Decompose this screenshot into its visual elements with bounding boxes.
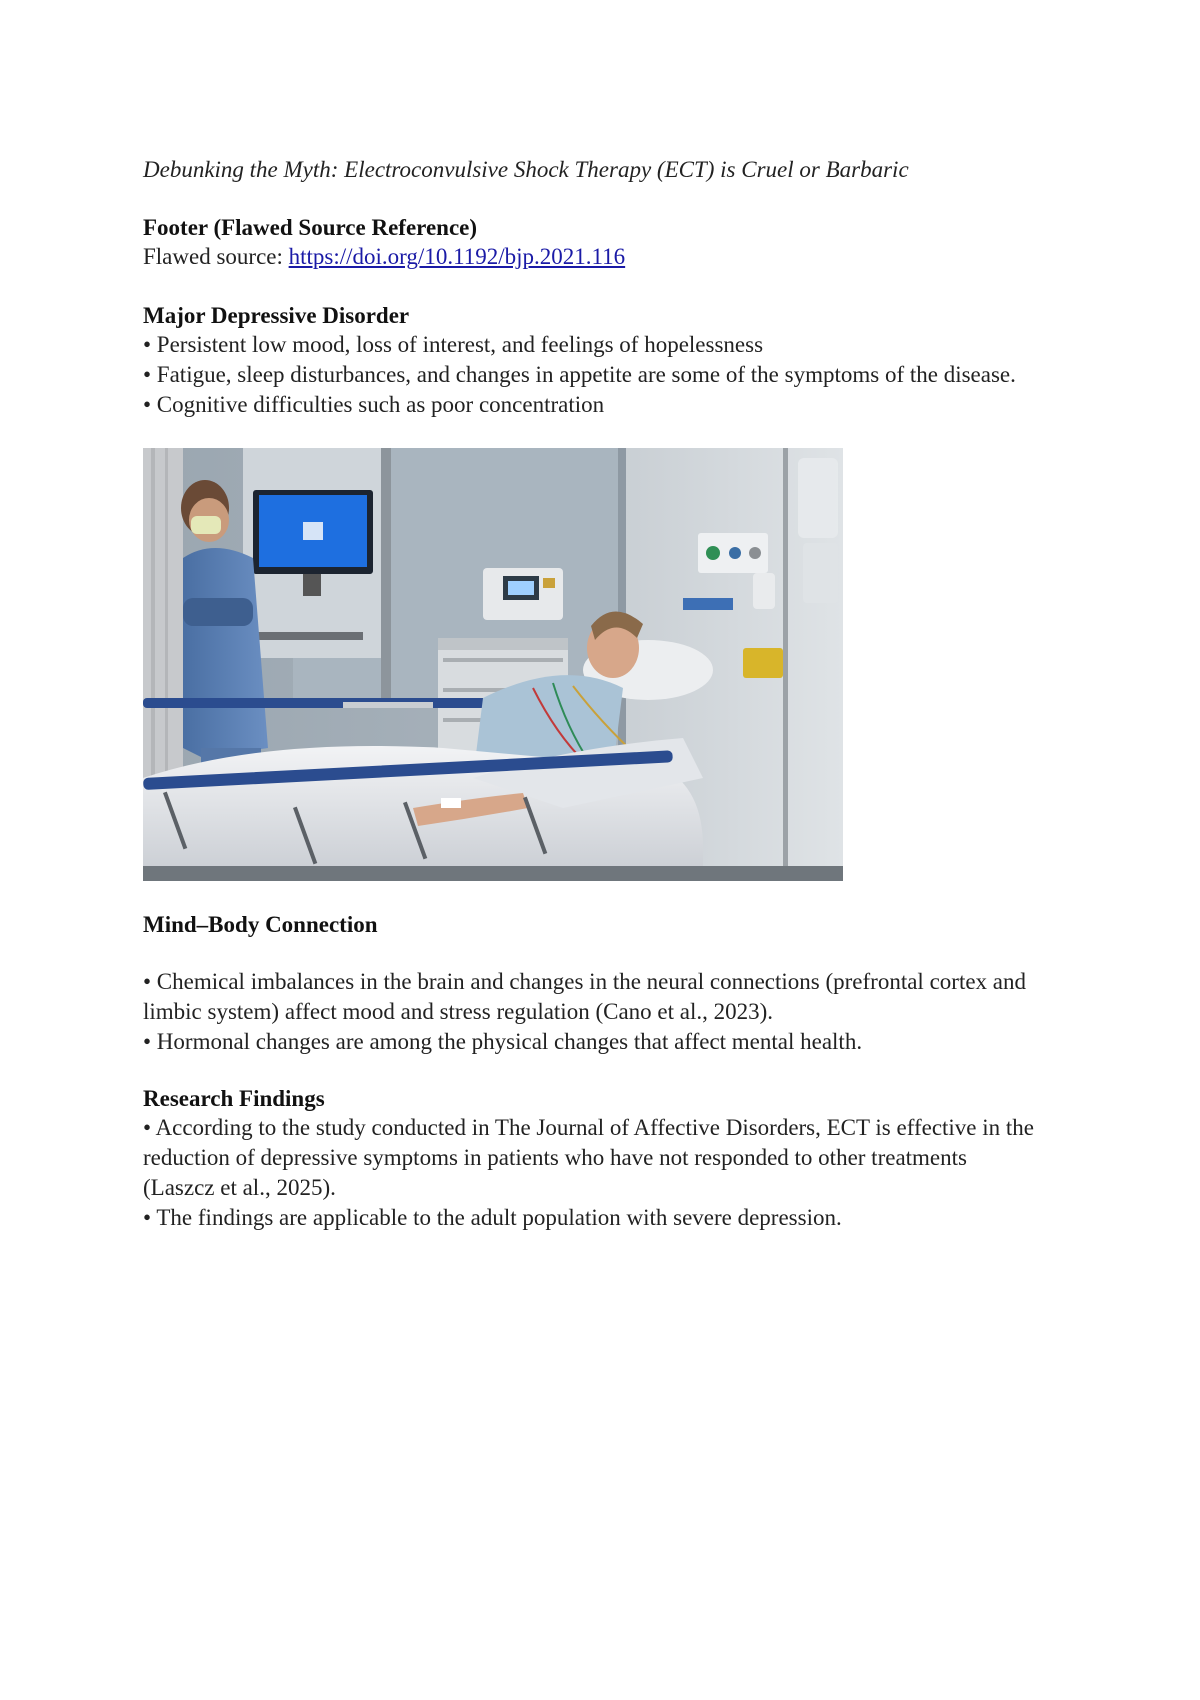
mind-body-line: limbic system) affect mood and stress regulation (Cano et al., 2023). xyxy=(143,999,774,1024)
footer-heading: Footer (Flawed Source Reference) xyxy=(143,215,478,240)
flawed-source-line xyxy=(143,242,1083,272)
research-line: (Laszcz et al., 2025). xyxy=(143,1175,336,1200)
research-line: • The findings are applicable to the adult population with severe depression. xyxy=(143,1205,842,1230)
document-title: Debunking the Myth: Electroconvulsive Shock Therapy (ECT) is Cruel or Barbaric xyxy=(143,157,909,182)
research-heading: Research Findings xyxy=(143,1086,325,1111)
mind-body-line: • Hormonal changes are among the physical changes that affect mental health. xyxy=(143,1029,863,1054)
document-page xyxy=(143,154,1083,1233)
mdd-heading: Major Depressive Disorder xyxy=(143,303,410,328)
research-line: • According to the study conducted in The Journal of Affective Disorders, ECT is effective in the xyxy=(143,1115,1035,1140)
mind-body-line: • Chemical imbalances in the brain and changes in the neural connections (prefrontal cortex and xyxy=(143,969,1026,994)
research-line: reduction of depressive symptoms in patients who have not responded to other treatments xyxy=(143,1145,967,1170)
mdd-bullet: • Persistent low mood, loss of interest, and feelings of hopelessness xyxy=(143,332,764,357)
mdd-bullet: • Fatigue, sleep disturbances, and changes in appetite are some of the symptoms of the disease. xyxy=(143,362,1016,387)
mind-body-heading: Mind–Body Connection xyxy=(143,912,378,937)
flawed-source-link[interactable]: https://doi.org/10.1192/bjp.2021.116 xyxy=(288,244,626,269)
mdd-bullet: • Cognitive difficulties such as poor concentration xyxy=(143,392,605,417)
flawed-source-label: Flawed source: xyxy=(143,244,289,269)
ect-room-photo xyxy=(143,448,843,881)
